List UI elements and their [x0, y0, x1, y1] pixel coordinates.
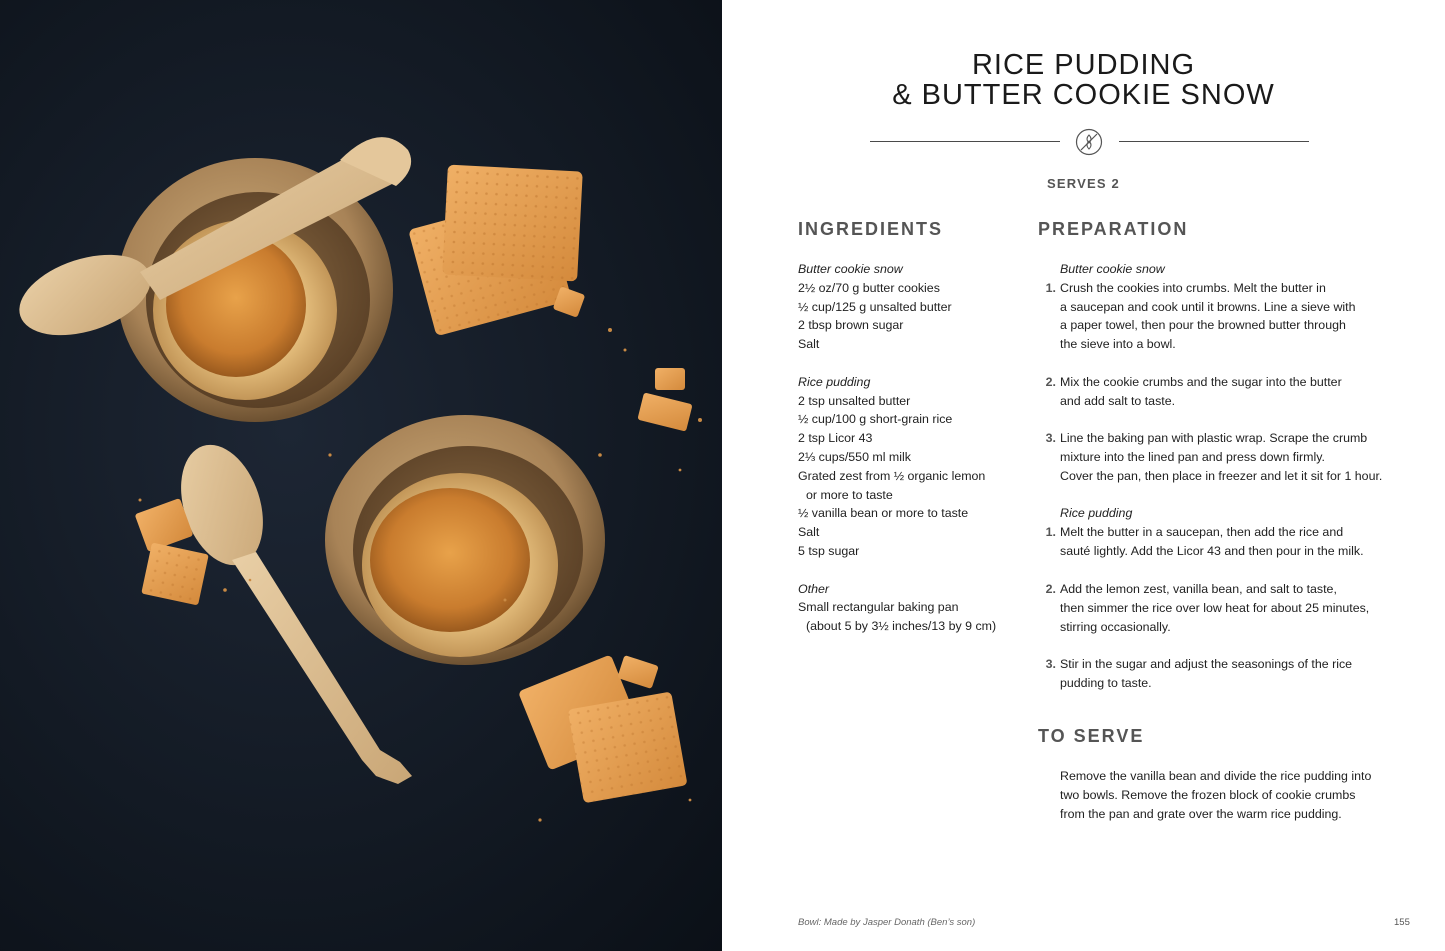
title-divider-left: [870, 141, 1060, 142]
to-serve-heading: TO SERVE: [1038, 726, 1145, 746]
recipe-title-line-1: RICE PUDDING: [971, 49, 1196, 81]
photo-credit: Bowl: Made by Jasper Donath (Ben’s son): [798, 917, 976, 928]
title-divider-right: [1119, 141, 1309, 142]
step-text: then simmer the rice over low heat for about 25 minutes,: [1060, 600, 1370, 615]
ingredient-item: or more to taste: [806, 487, 893, 502]
ingredient-item: ½ cup/125 g unsalted butter: [798, 299, 952, 314]
recipe-title-line-2: & BUTTER COOKIE SNOW: [892, 79, 1275, 111]
recipe-photo: [0, 0, 722, 951]
ingredient-item: 5 tsp sugar: [798, 543, 860, 558]
to-serve-text: [1060, 767, 1371, 823]
ingredient-item: Salt: [798, 525, 820, 540]
step-number: 1.: [1045, 525, 1056, 539]
step-number: 3.: [1045, 431, 1056, 445]
gluten-free-icon: [1075, 128, 1103, 156]
step-number: 1.: [1045, 280, 1056, 295]
step-text: sauté lightly. Add the Licor 43 and then pour in the milk.: [1060, 543, 1364, 558]
page-number: 155: [1394, 917, 1410, 928]
ingredient-item: 2 tsp unsalted butter: [798, 393, 911, 408]
to-serve-line: two bowls. Remove the frozen block of cookie crumbs: [1060, 787, 1356, 802]
step-number: 2.: [1045, 375, 1056, 389]
ingredient-item: 2½ oz/70 g butter cookies: [798, 280, 940, 295]
step-text: the sieve into a bowl.: [1060, 337, 1176, 352]
step-text: a paper towel, then pour the browned butter through: [1060, 318, 1346, 333]
ingredient-item: 2 tbsp brown sugar: [798, 318, 904, 333]
step-text: Mix the cookie crumbs and the sugar into the butter: [1060, 375, 1342, 389]
step-text: Add the lemon zest, vanilla bean, and salt to taste,: [1060, 582, 1337, 596]
step-number: 2.: [1045, 582, 1056, 596]
step-text: Crush the cookies into crumbs. Melt the butter in: [1060, 280, 1326, 295]
ingredient-group-name: Rice pudding: [798, 374, 871, 389]
ingredient-item: ½ vanilla bean or more to taste: [798, 506, 969, 521]
step-number: 3.: [1045, 657, 1056, 671]
ingredient-item: (about 5 by 3½ inches/13 by 9 cm): [806, 619, 997, 634]
ingredient-item: Grated zest from ½ organic lemon: [798, 468, 986, 483]
step-text: Cover the pan, then place in freezer and let it sit for 1 hour.: [1060, 468, 1383, 483]
ingredient-group-name: Butter cookie snow: [798, 262, 903, 276]
preparation-section-name: Rice pudding: [1060, 506, 1133, 520]
ingredients-heading: INGREDIENTS: [798, 219, 944, 239]
step-text: Melt the butter in a saucepan, then add the rice and: [1060, 525, 1344, 539]
servings: SERVES 2: [1047, 176, 1120, 191]
ingredients-list: [798, 260, 1018, 636]
to-serve-line: Remove the vanilla bean and divide the rice pudding into: [1060, 769, 1372, 783]
step-text: and add salt to taste.: [1060, 393, 1176, 408]
ingredient-item: Salt: [798, 337, 820, 352]
ingredient-item: 2⅓ cups/550 ml milk: [798, 449, 911, 464]
step-text: pudding to taste.: [1060, 675, 1152, 690]
step-text: stirring occasionally.: [1060, 619, 1171, 634]
step-text: a saucepan and cook until it browns. Line a sieve with: [1060, 299, 1356, 314]
step-text: Line the baking pan with plastic wrap. Scrape the crumb: [1060, 431, 1368, 445]
food-photo-illustration: [0, 0, 722, 951]
ingredient-item: 2 tsp Licor 43: [798, 431, 873, 446]
ingredient-item: ½ cup/100 g short-grain rice: [798, 412, 953, 427]
preparation-heading: PREPARATION: [1038, 219, 1189, 239]
preparation-section-name: Butter cookie snow: [1060, 262, 1165, 276]
ingredient-group-name: Other: [798, 581, 829, 596]
step-text: mixture into the lined pan and press down firmly.: [1060, 449, 1325, 464]
ingredient-item: Small rectangular baking pan: [798, 600, 959, 615]
step-text: Stir in the sugar and adjust the seasonings of the rice: [1060, 657, 1353, 671]
bottom-bowl: [325, 415, 605, 665]
top-cookies: [408, 165, 692, 432]
recipe-page: [722, 0, 1445, 951]
bottom-cookies: [518, 654, 688, 803]
to-serve-line: from the pan and grate over the warm rice pudding.: [1060, 806, 1342, 821]
